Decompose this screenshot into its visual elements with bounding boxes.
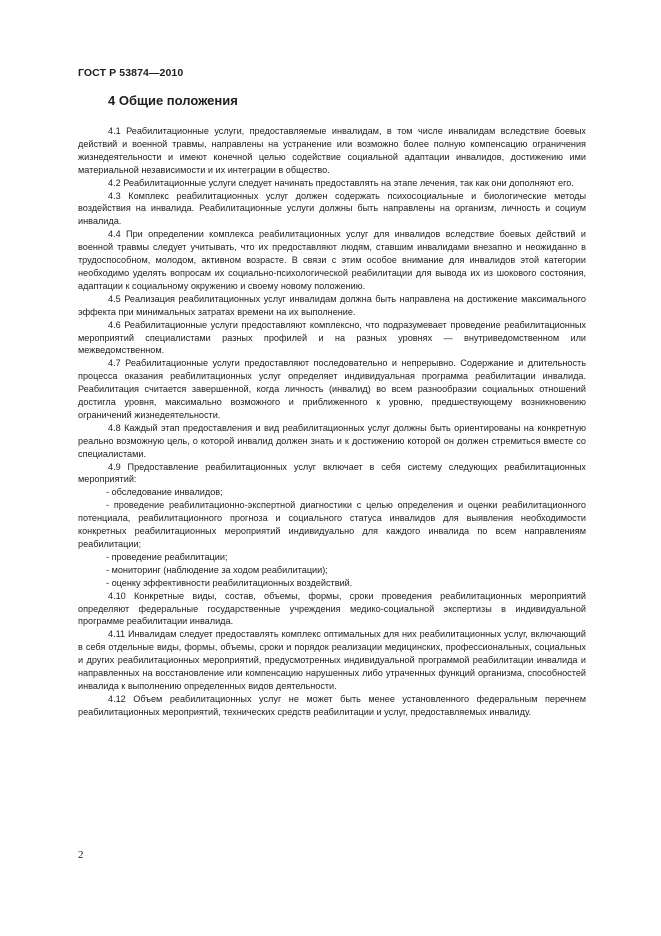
list-item: - проведение реабилитации; [106, 551, 228, 562]
document-header: ГОСТ Р 53874—2010 [78, 67, 184, 79]
paragraph-4-5: 4.5 Реализация реабилитационных услуг инвалидам должна быть направлена на достижение максимального эффекта при минимальных затратах времени на их выполнение. [78, 293, 586, 317]
paragraph-4-6: 4.6 Реабилитационные услуги предоставляют комплексно, что подразумевает проведение реабилитационных мероприятий специалистами разных профилей и на разных уровнях — внутриведомственном или межведомственном. [78, 319, 586, 356]
document-body [78, 125, 586, 719]
paragraph-4-1: 4.1 Реабилитационные услуги, предоставляемые инвалидам, в том числе инвалидам вследствие боевых действий и военной травмы, направлены на устранение или возможно более полную компенсацию ограничения жизнедеятельности и имеют конечной целью содействие социальной адаптации инвалидов, достижению ими материальной независимости и их интеграции в общество. [78, 126, 586, 175]
section-title: 4 Общие положения [108, 93, 238, 108]
paragraph-4-9: 4.9 Предоставление реабилитационных услуг включает в себя систему следующих реабилитационных мероприятий: [78, 461, 586, 485]
list-item: - мониторинг (наблюдение за ходом реабилитации); [106, 564, 328, 575]
list-item: - обследование инвалидов; [106, 487, 223, 498]
paragraph-4-10: 4.10 Конкретные виды, состав, объемы, формы, сроки проведения реабилитационных мероприятий определяют федеральные государственные учреждения медико-социальной экспертизы в индивидуальной программе реабилитации инвалида. [78, 590, 586, 627]
paragraph-4-7: 4.7 Реабилитационные услуги предоставляют последовательно и непрерывно. Содержание и длительность процесса оказания реабилитационных услуг определяет индивидуальная программа реабилитации инвалида. Реабилитация считается завершенной, когда личность (инвалид) во всем разнообразии социальных отношений достигла уровня, максимально возможного и приближенного к уровню, предшествующему возникновению ограничений жизнедеятельности. [78, 358, 586, 420]
paragraph-4-12: 4.12 Объем реабилитационных услуг не может быть менее установленного федеральным перечнем реабилитационных мероприятий, технических средств реабилитации и услуг, предоставляемых инвалиду. [78, 693, 586, 717]
paragraph-4-11: 4.11 Инвалидам следует предоставлять комплекс оптимальных для них реабилитационных услуг, включающий в себя отдельные виды, формы, объемы, сроки и порядок реализации медицинских, профессиональных, социальных и других реабилитационных мероприятий, предусмотренных индивидуальной программой реабилитации инвалида и направленных на восстановление или компенсацию нарушенных либо утраченных функций организма, способностей инвалида к выполнению определенных видов деятельности. [78, 629, 586, 691]
page-number: 2 [78, 849, 84, 861]
paragraph-4-4: 4.4 При определении комплекса реабилитационных услуг для инвалидов вследствие боевых действий и военной травмы следует учитывать, что их предоставляют людям, ставшим инвалидами внезапно и неожиданно в трудоспособном, молодом, активном возрасте. В связи с этим особое внимание для инвалидов этой категории необходимо уделять вопросам их социально-психологической реабилитации для вывода их из шокового состояния, адаптации к социальному окружению и своему новому положению. [78, 229, 586, 291]
paragraph-4-8: 4.8 Каждый этап предоставления и вид реабилитационных услуг должны быть ориентированы на конкретную реально возможную цель, о которой инвалид должен знать и к достижению которой он должен стремиться вместе со специалистами. [78, 422, 586, 459]
paragraph-4-2: 4.2 Реабилитационные услуги следует начинать предоставлять на этапе лечения, так как они дополняют его. [108, 177, 574, 188]
list-item: - оценку эффективности реабилитационных воздействий. [106, 577, 353, 588]
list-item: - проведение реабилитационно-экспертной диагностики с целью определения и оценки реабилитационного потенциала, реабилитационного прогноза и социального статуса инвалидов для выявления необходимости конкретных реабилитационных мероприятий индивидуально для каждого инвалида по всем направлениям реабилитации; [78, 500, 586, 549]
paragraph-4-3: 4.3 Комплекс реабилитационных услуг должен содержать психосоциальные и биологические методы воздействия на инвалида. Реабилитационные услуги должны быть направлены на организм, личность и социум инвалида. [78, 190, 586, 227]
